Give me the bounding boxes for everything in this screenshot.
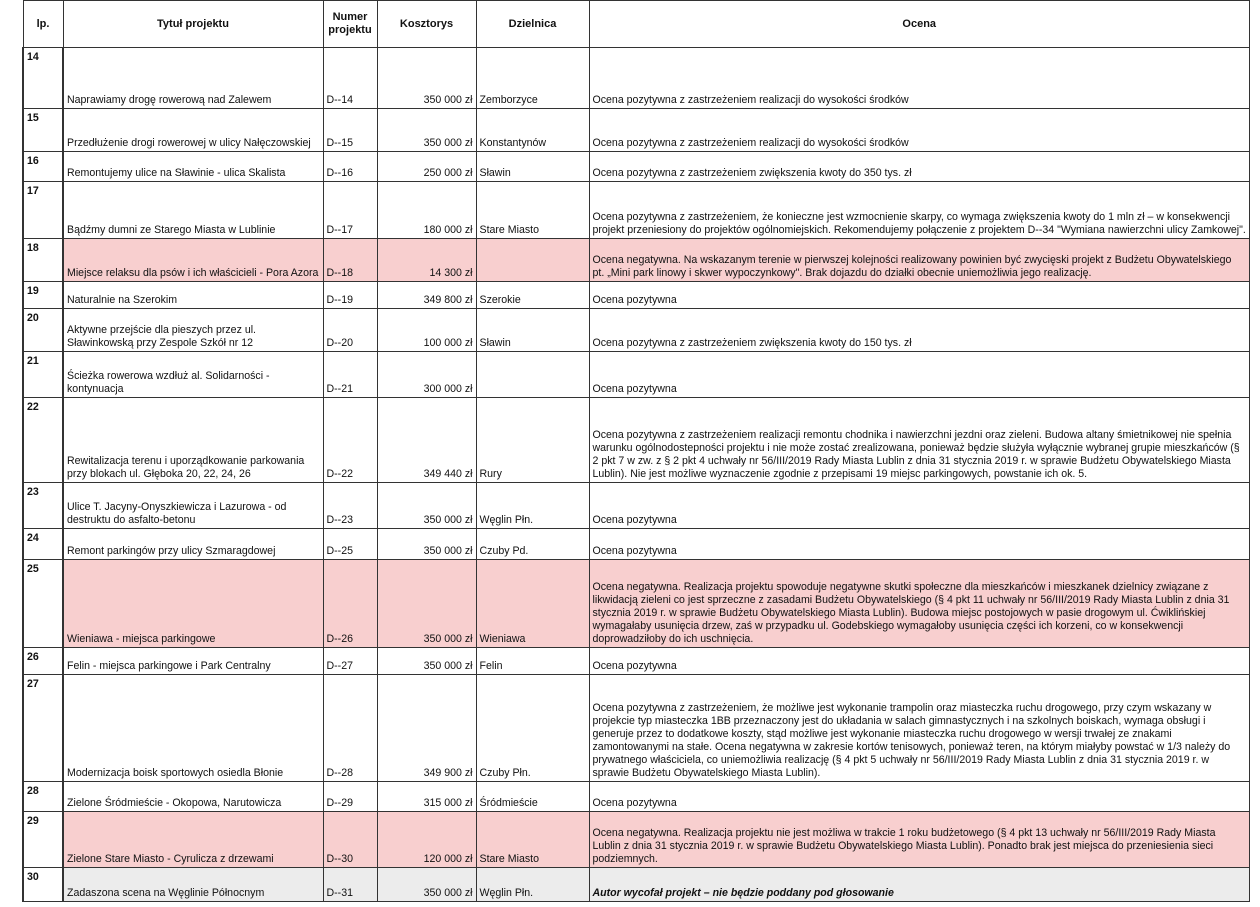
project-cost: 350 000 zł (377, 560, 476, 648)
project-number: D--29 (323, 782, 377, 812)
project-evaluation: Ocena pozytywna z zastrzeżeniem realizacji do wysokości środków (589, 48, 1250, 109)
row-number: 28 (23, 782, 63, 812)
project-cost: 350 000 zł (377, 109, 476, 152)
row-number: 25 (23, 560, 63, 648)
row-number: 16 (23, 152, 63, 182)
project-title: Zielone Śródmieście - Okopowa, Narutowicza (63, 782, 323, 812)
table-row (23, 309, 1250, 352)
project-district: Węglin Płn. (476, 483, 589, 529)
project-district: Stare Miasto (476, 812, 589, 868)
table-row (23, 239, 1250, 282)
project-district: Szerokie (476, 282, 589, 309)
project-title: Miejsce relaksu dla psów i ich właścicieli - Pora Azora (63, 239, 323, 282)
row-number: 18 (23, 239, 63, 282)
project-title: Modernizacja boisk sportowych osiedla Błonie (63, 675, 323, 782)
project-cost: 349 900 zł (377, 675, 476, 782)
project-evaluation: Ocena pozytywna (589, 483, 1250, 529)
table-row (23, 812, 1250, 868)
table-row (23, 560, 1250, 648)
table-row (23, 352, 1250, 398)
project-title: Bądźmy dumni ze Starego Miasta w Lublinie (63, 182, 323, 239)
table-row (23, 529, 1250, 560)
row-number: 30 (23, 868, 63, 902)
project-cost: 14 300 zł (377, 239, 476, 282)
project-district: Sławin (476, 152, 589, 182)
project-cost: 349 440 zł (377, 398, 476, 483)
project-number: D--28 (323, 675, 377, 782)
project-district (476, 352, 589, 398)
row-number: 15 (23, 109, 63, 152)
row-number: 26 (23, 648, 63, 675)
project-district: Czuby Pd. (476, 529, 589, 560)
project-evaluation: Ocena negatywna. Na wskazanym terenie w pierwszej kolejności realizowany powinien być zwycięski projekt z Budżetu Obywatelskiego pt. „Mini park linowy i skwer wypoczynkowy". Brak dojazdu do działki obecnie uniemożliwia jego realizację. (589, 239, 1250, 282)
row-number: 19 (23, 282, 63, 309)
project-evaluation: Ocena negatywna. Realizacja projektu nie jest możliwa w trakcie 1 roku budżetowego (§ 4 pkt 13 uchwały nr 56/III/2019 Rady Miasta Lublin z dnia 31 stycznia 2019 r. w sprawie Budżetu Obywatelskiego Miasta Lublin). Ponadto brak jest miejsca do przeniesienia sieci podziemnych. (589, 812, 1250, 868)
project-district: Wieniawa (476, 560, 589, 648)
project-district: Felin (476, 648, 589, 675)
project-number: D--17 (323, 182, 377, 239)
project-evaluation: Ocena pozytywna (589, 648, 1250, 675)
project-district: Zemborzyce (476, 48, 589, 109)
project-district: Czuby Płn. (476, 675, 589, 782)
table-row (23, 398, 1250, 483)
project-cost: 350 000 zł (377, 868, 476, 902)
row-number: 29 (23, 812, 63, 868)
project-title: Przedłużenie drogi rowerowej w ulicy Nałęczowskiej (63, 109, 323, 152)
project-cost: 300 000 zł (377, 352, 476, 398)
header-cost: Kosztorys (377, 1, 476, 48)
table-row (23, 109, 1250, 152)
project-number: D--15 (323, 109, 377, 152)
project-cost: 100 000 zł (377, 309, 476, 352)
project-number: D--27 (323, 648, 377, 675)
project-cost: 350 000 zł (377, 483, 476, 529)
project-evaluation: Ocena pozytywna z zastrzeżeniem, że konieczne jest wzmocnienie skarpy, co wymaga zwiększenia kwoty do 1 mln zł – w konsekwencji projekt przeniesiony do projektów ogólnomiejskich. Rekomendujemy połączenie z projektem D--34 "Wymiana nawierzchni ulicy Zamkowej". (589, 182, 1250, 239)
project-cost: 350 000 zł (377, 648, 476, 675)
project-number: D--26 (323, 560, 377, 648)
table-row (23, 483, 1250, 529)
project-number: D--22 (323, 398, 377, 483)
project-number: D--20 (323, 309, 377, 352)
table-row (23, 152, 1250, 182)
project-cost: 350 000 zł (377, 529, 476, 560)
project-title: Zadaszona scena na Węglinie Północnym (63, 868, 323, 902)
project-title: Naturalnie na Szerokim (63, 282, 323, 309)
project-evaluation: Ocena pozytywna z zastrzeżeniem, że możliwe jest wykonanie trampolin oraz miasteczka ruchu drogowego, przy czym wskazany w projekcie typ miasteczka 1BB przeznaczony jest do układania w salach gimnastycznych i na szkolnych boiskach, wymaga obsługi i generuje przez to dodatkowe koszty, stąd możliwe jest wykonanie miasteczka ruchu drogowego w wersji trwałej ze znakami zamontowanymi na stałe. Ocena negatywna w zakresie kortów tenisowych, ponieważ teren, na którym miałyby powstać w 1/3 należy do prywatnego właściciela, co uniemożliwia realizację (§ 4 pkt 5 uchwały nr 56/III/2019 Rady Miasta Lublin z dnia 31 stycznia 2019 r. w sprawie Budżetu Obywatelskiego Miasta Lublin). (589, 675, 1250, 782)
project-cost: 350 000 zł (377, 48, 476, 109)
project-title: Remontujemy ulice na Sławinie - ulica Skalista (63, 152, 323, 182)
project-evaluation: Ocena pozytywna z zastrzeżeniem realizacji do wysokości środków (589, 109, 1250, 152)
project-number: D--21 (323, 352, 377, 398)
project-number: D--23 (323, 483, 377, 529)
project-cost: 250 000 zł (377, 152, 476, 182)
project-title: Remont parkingów przy ulicy Szmaragdowej (63, 529, 323, 560)
project-evaluation: Ocena pozytywna z zastrzeżeniem zwiększenia kwoty do 150 tys. zł (589, 309, 1250, 352)
header-evaluation: Ocena (589, 1, 1250, 48)
row-number: 27 (23, 675, 63, 782)
header-number: Numer projektu (323, 1, 377, 48)
project-district: Stare Miasto (476, 182, 589, 239)
header-district: Dzielnica (476, 1, 589, 48)
project-number: D--25 (323, 529, 377, 560)
row-number: 20 (23, 309, 63, 352)
project-evaluation: Ocena pozytywna z zastrzeżeniem zwiększenia kwoty do 350 tys. zł (589, 152, 1250, 182)
project-district (476, 239, 589, 282)
header-title: Tytuł projektu (63, 1, 323, 48)
project-evaluation: Ocena pozytywna (589, 352, 1250, 398)
project-title: Wieniawa - miejsca parkingowe (63, 560, 323, 648)
project-title: Naprawiamy drogę rowerową nad Zalewem (63, 48, 323, 109)
table-row (23, 648, 1250, 675)
project-district: Sławin (476, 309, 589, 352)
header-lp: lp. (23, 1, 63, 48)
table-row (23, 675, 1250, 782)
project-title: Ulice T. Jacyny-Onyszkiewicza i Lazurowa - od destruktu do asfalto-betonu (63, 483, 323, 529)
project-title: Aktywne przejście dla pieszych przez ul. Sławinkowską przy Zespole Szkół nr 12 (63, 309, 323, 352)
project-evaluation: Ocena pozytywna (589, 282, 1250, 309)
project-title: Rewitalizacja terenu i uporządkowanie parkowania przy blokach ul. Głęboka 20, 22, 24, 26 (63, 398, 323, 483)
project-evaluation: Ocena pozytywna z zastrzeżeniem realizacji remontu chodnika i nawierzchni jezdni oraz zieleni. Budowa altany śmietnikowej nie spełnia warunku ogólnodostepności projektu i nie może zostać zrealizowana, ponieważ będzie służyła wyłącznie wybranej grupie mieszkańców (§ 2 pkt 7 w zw. z § 2 pkt 4 uchwały nr 56/III/2019 Rady Miasta Lublin z dnia 31 stycznia 2019 r. w sprawie Budżetu Obywatelskiego Miasta Lublin). Nie jest możliwe wyznaczenie zgodnie z przepisami 19 miejsc parkingowych, powstanie ich ok. 5. (589, 398, 1250, 483)
project-evaluation: Ocena pozytywna (589, 782, 1250, 812)
project-cost: 315 000 zł (377, 782, 476, 812)
project-title: Felin - miejsca parkingowe i Park Centralny (63, 648, 323, 675)
row-number: 23 (23, 483, 63, 529)
project-number: D--30 (323, 812, 377, 868)
project-evaluation: Autor wycofał projekt – nie będzie poddany pod głosowanie (589, 868, 1250, 902)
project-district: Konstantynów (476, 109, 589, 152)
header-row (23, 1, 1250, 48)
row-number: 17 (23, 182, 63, 239)
project-evaluation: Ocena pozytywna (589, 529, 1250, 560)
project-title: Ścieżka rowerowa wzdłuż al. Solidarności - kontynuacja (63, 352, 323, 398)
project-title: Zielone Stare Miasto - Cyrulicza z drzewami (63, 812, 323, 868)
project-cost: 349 800 zł (377, 282, 476, 309)
table-row (23, 782, 1250, 812)
project-number: D--16 (323, 152, 377, 182)
row-number: 14 (23, 48, 63, 109)
table-row (23, 868, 1250, 902)
project-cost: 180 000 zł (377, 182, 476, 239)
project-district: Rury (476, 398, 589, 483)
row-number: 21 (23, 352, 63, 398)
table-row (23, 282, 1250, 309)
project-number: D--31 (323, 868, 377, 902)
projects-table (22, 0, 1250, 902)
project-evaluation: Ocena negatywna. Realizacja projektu spowoduje negatywne skutki społeczne dla mieszkańców i mieszkanek dzielnicy związane z likwidacją zieleni co jest sprzeczne z zasadami Budżetu Obywatelskiego (§ 4 pkt 11 uchwały nr 56/III/2019 Rady Miasta Lublin z dnia 31 stycznia 2019 r. w sprawie Budżetu Obywatelskiego Miasta Lublin). Budowa miejsc postojowych w pasie drogowym ul. Ćwiklińskiej wymagałaby usunięcia drzew, zaś w przypadku ul. Godebskiego wymagałoby usunięcia części ich korzeni, co w konsekwencji doprowadziłoby do ich uschnięcia. (589, 560, 1250, 648)
project-district: Węglin Płn. (476, 868, 589, 902)
project-number: D--18 (323, 239, 377, 282)
row-number: 22 (23, 398, 63, 483)
project-number: D--19 (323, 282, 377, 309)
project-district: Śródmieście (476, 782, 589, 812)
project-cost: 120 000 zł (377, 812, 476, 868)
table-row (23, 48, 1250, 109)
project-number: D--14 (323, 48, 377, 109)
table-row (23, 182, 1250, 239)
row-number: 24 (23, 529, 63, 560)
